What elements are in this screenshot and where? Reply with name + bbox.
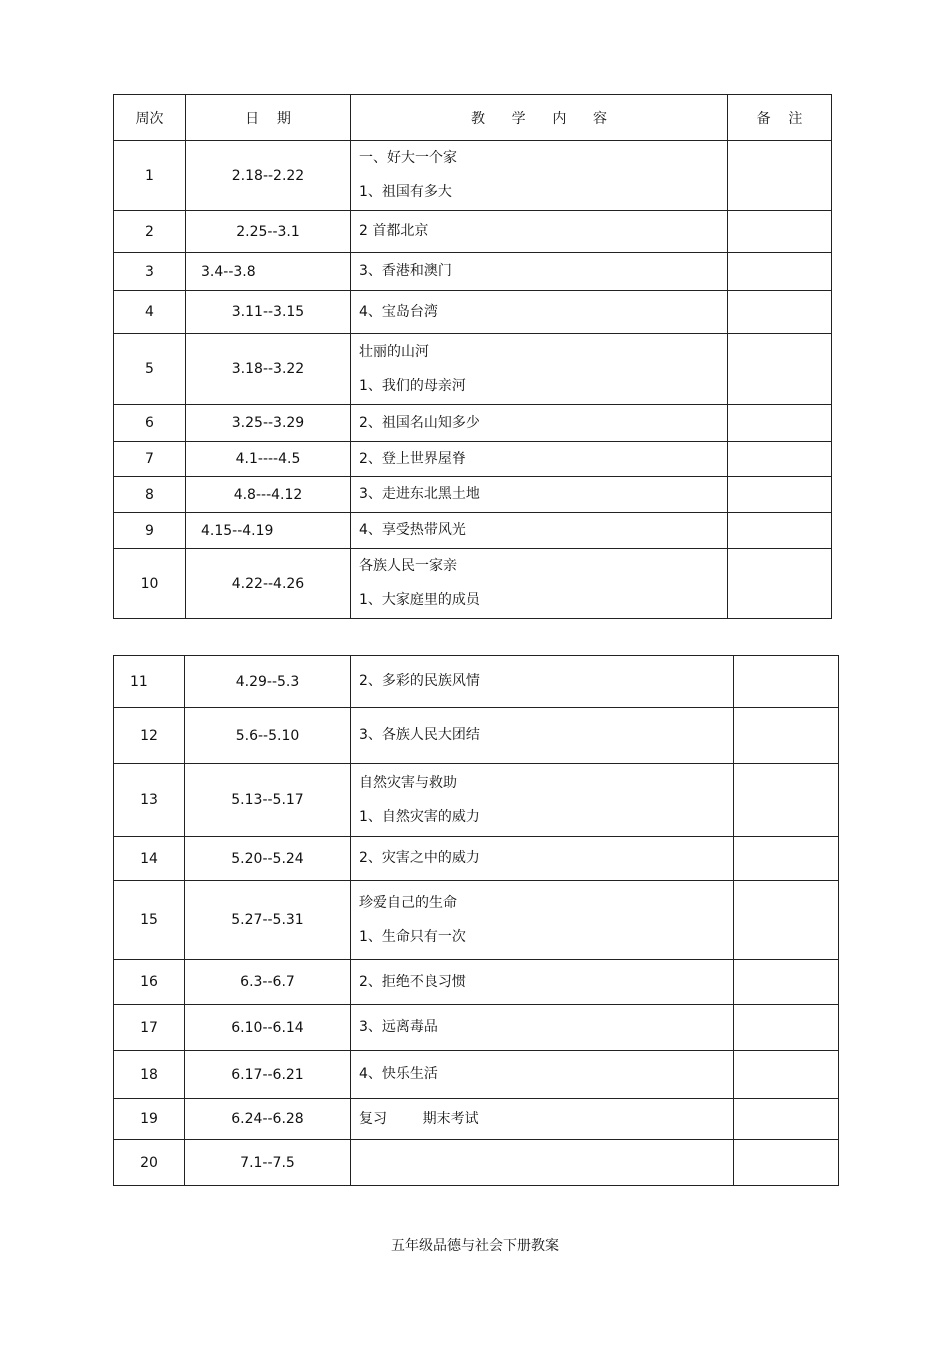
content-line: 3、各族人民大团结 (359, 727, 480, 743)
date-cell: 5.20--5.24 (185, 837, 351, 881)
note-cell (728, 211, 832, 253)
content-cell (351, 291, 728, 334)
note-cell (734, 708, 839, 764)
schedule-table-1 (113, 94, 832, 619)
header-week: 周次 (114, 95, 186, 141)
content-cell (351, 141, 728, 211)
date-cell: 3.4--3.8 (186, 253, 351, 291)
table-row (114, 442, 832, 477)
note-cell (734, 960, 839, 1005)
note-cell (734, 1099, 839, 1140)
week-cell: 10 (114, 549, 186, 619)
date-cell: 6.3--6.7 (185, 960, 351, 1005)
content-line: 珍爱自己的生命 (359, 894, 457, 911)
note-cell (734, 1005, 839, 1051)
week-cell: 14 (114, 837, 185, 881)
week-cell: 8 (114, 477, 186, 513)
content-line: 3、香港和澳门 (359, 263, 452, 279)
content-cell (351, 405, 728, 442)
content-cell (351, 334, 728, 405)
table-row (114, 253, 832, 291)
week-cell: 11 (114, 656, 185, 708)
table-row (114, 1140, 839, 1186)
week-cell: 20 (114, 1140, 185, 1186)
note-cell (728, 442, 832, 477)
content-line: 4、快乐生活 (359, 1066, 438, 1082)
table-row (114, 764, 839, 837)
content-line: 各族人民一家亲 (359, 558, 457, 574)
content-cell (351, 960, 734, 1005)
week-cell: 5 (114, 334, 186, 405)
week-cell: 13 (114, 764, 185, 837)
content-cell (351, 1099, 734, 1140)
note-cell (728, 477, 832, 513)
date-cell: 6.17--6.21 (185, 1051, 351, 1099)
date-cell: 3.25--3.29 (186, 405, 351, 442)
content-line: 2、祖国名山知多少 (359, 414, 480, 431)
note-cell (728, 549, 832, 619)
note-cell (728, 405, 832, 442)
week-cell: 7 (114, 442, 186, 477)
table-row (114, 549, 832, 619)
content-line: 2、拒绝不良习惯 (359, 973, 466, 990)
note-cell (734, 656, 839, 708)
note-cell (734, 1051, 839, 1099)
content-line: 一、好大一个家 (359, 150, 457, 166)
content-line: 4、享受热带风光 (359, 522, 466, 538)
date-cell: 5.13--5.17 (185, 764, 351, 837)
week-cell: 2 (114, 211, 186, 253)
date-cell: 4.15--4.19 (186, 513, 351, 549)
content-cell (351, 656, 734, 708)
week-cell: 15 (114, 881, 185, 960)
table-row (114, 1005, 839, 1051)
content-cell (351, 708, 734, 764)
content-line: 自然灾害与救助 (359, 774, 457, 791)
content-line: 2、多彩的民族风情 (359, 673, 480, 689)
date-cell: 4.8---4.12 (186, 477, 351, 513)
note-cell (734, 837, 839, 881)
table-row (114, 141, 832, 211)
week-cell: 3 (114, 253, 186, 291)
table-row (114, 1099, 839, 1140)
content-cell (351, 477, 728, 513)
date-cell: 5.6--5.10 (185, 708, 351, 764)
content-cell (351, 549, 728, 619)
week-cell: 19 (114, 1099, 185, 1140)
document-footer-title: 五年级品德与社会下册教案 (391, 1238, 559, 1254)
header-date: 日 期 (186, 95, 351, 141)
date-cell: 3.11--3.15 (186, 291, 351, 334)
date-cell: 5.27--5.31 (185, 881, 351, 960)
date-cell: 6.10--6.14 (185, 1005, 351, 1051)
date-cell: 2.18--2.22 (186, 141, 351, 211)
table-row (114, 881, 839, 960)
week-cell: 1 (114, 141, 186, 211)
content-line: 复习 期末考试 (359, 1110, 479, 1127)
table-row (114, 334, 832, 405)
table-row (114, 656, 839, 708)
content-line: 2、登上世界屋脊 (359, 450, 466, 467)
content-line: 壮丽的山河 (359, 343, 429, 360)
table-row (114, 960, 839, 1005)
content-cell (351, 1005, 734, 1051)
week-cell: 18 (114, 1051, 185, 1099)
content-cell (351, 837, 734, 881)
note-cell (728, 291, 832, 334)
date-cell: 4.22--4.26 (186, 549, 351, 619)
date-cell: 6.24--6.28 (185, 1099, 351, 1140)
date-cell: 2.25--3.1 (186, 211, 351, 253)
note-cell (734, 1140, 839, 1186)
content-line: 1、生命只有一次 (359, 928, 466, 945)
table-row (114, 513, 832, 549)
date-cell: 3.18--3.22 (186, 334, 351, 405)
content-line: 2 首都北京 (359, 223, 429, 239)
week-cell: 17 (114, 1005, 185, 1051)
content-cell (351, 253, 728, 291)
content-line: 4、宝岛台湾 (359, 303, 438, 320)
schedule-table-2 (113, 655, 839, 1186)
table-row (114, 211, 832, 253)
content-cell (351, 1140, 734, 1186)
content-line: 1、自然灾害的威力 (359, 808, 480, 825)
date-cell: 4.29--5.3 (185, 656, 351, 708)
table-row (114, 708, 839, 764)
week-cell: 9 (114, 513, 186, 549)
content-cell (351, 513, 728, 549)
week-cell: 6 (114, 405, 186, 442)
content-cell (351, 442, 728, 477)
note-cell (728, 141, 832, 211)
note-cell (734, 881, 839, 960)
content-cell (351, 1051, 734, 1099)
header-content: 教 学 内 容 (351, 95, 728, 141)
table-row (114, 477, 832, 513)
note-cell (728, 334, 832, 405)
note-cell (728, 513, 832, 549)
content-cell (351, 211, 728, 253)
content-line: 2、灾害之中的威力 (359, 850, 480, 866)
content-line: 3、走进东北黑土地 (359, 486, 480, 502)
content-cell (351, 764, 734, 837)
content-cell (351, 881, 734, 960)
content-line: 1、我们的母亲河 (359, 377, 466, 394)
week-cell: 4 (114, 291, 186, 334)
date-cell: 7.1--7.5 (185, 1140, 351, 1186)
table-row (114, 1051, 839, 1099)
date-cell: 4.1----4.5 (186, 442, 351, 477)
header-note: 备 注 (728, 95, 832, 141)
content-line: 1、祖国有多大 (359, 184, 452, 200)
table-row (114, 405, 832, 442)
content-line: 3、远离毒品 (359, 1019, 438, 1035)
week-cell: 12 (114, 708, 185, 764)
week-cell: 16 (114, 960, 185, 1005)
table-row (114, 291, 832, 334)
table-header-row (114, 95, 832, 141)
note-cell (728, 253, 832, 291)
content-line: 1、大家庭里的成员 (359, 592, 480, 608)
note-cell (734, 764, 839, 837)
table-row (114, 837, 839, 881)
